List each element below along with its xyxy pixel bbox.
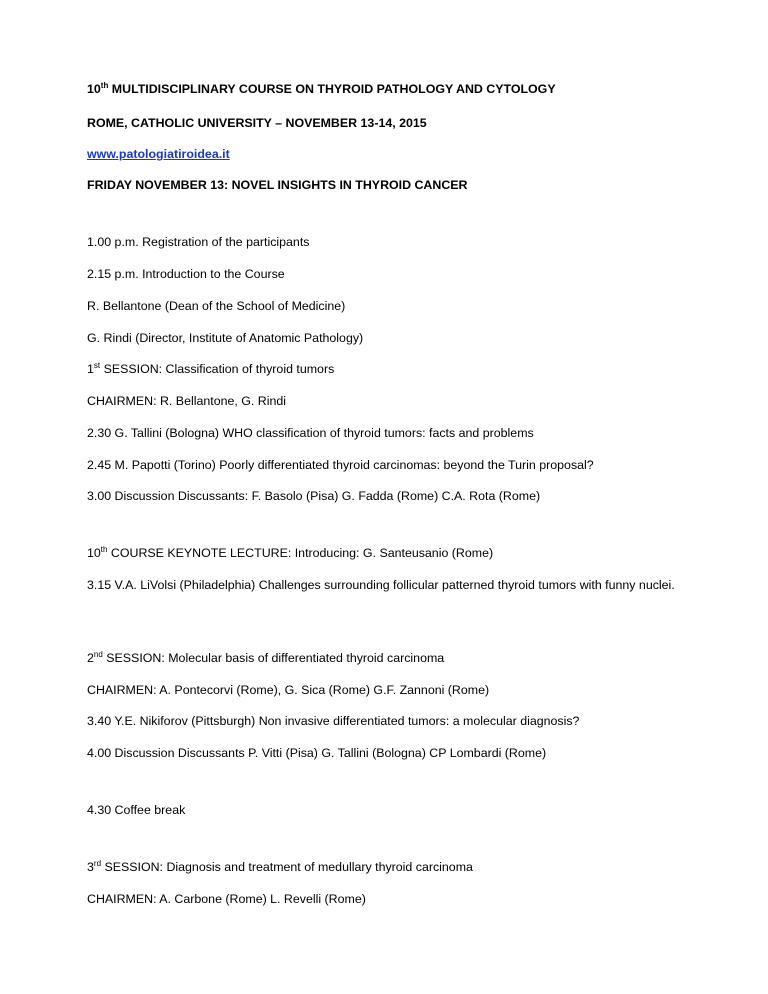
session-1-heading: 1st SESSION: Classification of thyroid tumors — [87, 360, 335, 376]
registration-item: 1.00 p.m. Registration of the participants — [87, 235, 310, 249]
course-title-number: 10 — [87, 82, 101, 96]
session-3-heading: 3rd SESSION: Diagnosis and treatment of medullary thyroid carcinoma — [87, 858, 473, 874]
discussion-400: 4.00 Discussion Discussants P. Vitti (Pisa) G. Tallini (Bologna) CP Lombardi (Rome) — [87, 746, 547, 760]
keynote-heading: 10th COURSE KEYNOTE LECTURE: Introducing: G. Santeusanio (Rome) — [87, 544, 494, 560]
talk-245: 2.45 M. Papotti (Torino) Poorly differentiated thyroid carcinomas: beyond the Turin proposal? — [87, 458, 594, 472]
talk-340: 3.40 Y.E. Nikiforov (Pittsburgh) Non invasive differentiated tumors: a molecular diagnosis? — [87, 714, 580, 728]
session-1-chairmen: CHAIRMEN: R. Bellantone, G. Rindi — [87, 394, 287, 408]
course-title — [87, 81, 556, 97]
day-title: FRIDAY NOVEMBER 13: NOVEL INSIGHTS IN THYROID CANCER — [87, 178, 468, 192]
session-3-chairmen: CHAIRMEN: A. Carbone (Rome) L. Revelli (Rome) — [87, 892, 366, 906]
session-2-chairmen: CHAIRMEN: A. Pontecorvi (Rome), G. Sica (Rome) G.F. Zannoni (Rome) — [87, 683, 490, 697]
session-2-heading: 2nd SESSION: Molecular basis of differentiated thyroid carcinoma — [87, 649, 445, 665]
discussion-300: 3.00 Discussion Discussants: F. Basolo (Pisa) G. Fadda (Rome) C.A. Rota (Rome) — [87, 489, 541, 503]
intro-speaker-2: G. Rindi (Director, Institute of Anatomic Pathology) — [87, 331, 364, 345]
introduction-item: 2.15 p.m. Introduction to the Course — [87, 267, 285, 281]
course-title-ordinal: th — [100, 80, 109, 90]
intro-speaker-1: R. Bellantone (Dean of the School of Medicine) — [87, 299, 346, 313]
coffee-break: 4.30 Coffee break — [87, 803, 186, 817]
website-link[interactable]: www.patologiatiroidea.it — [87, 147, 230, 161]
course-title-text: MULTIDISCIPLINARY COURSE ON THYROID PATHOLOGY AND CYTOLOGY — [108, 82, 556, 96]
course-location: ROME, CATHOLIC UNIVERSITY – NOVEMBER 13-14, 2015 — [87, 116, 427, 130]
talk-315: 3.15 V.A. LiVolsi (Philadelphia) Challenges surrounding follicular patterned thyroid tumors with funny nuclei. — [87, 578, 675, 592]
talk-230: 2.30 G. Tallini (Bologna) WHO classification of thyroid tumors: facts and problems — [87, 426, 534, 440]
